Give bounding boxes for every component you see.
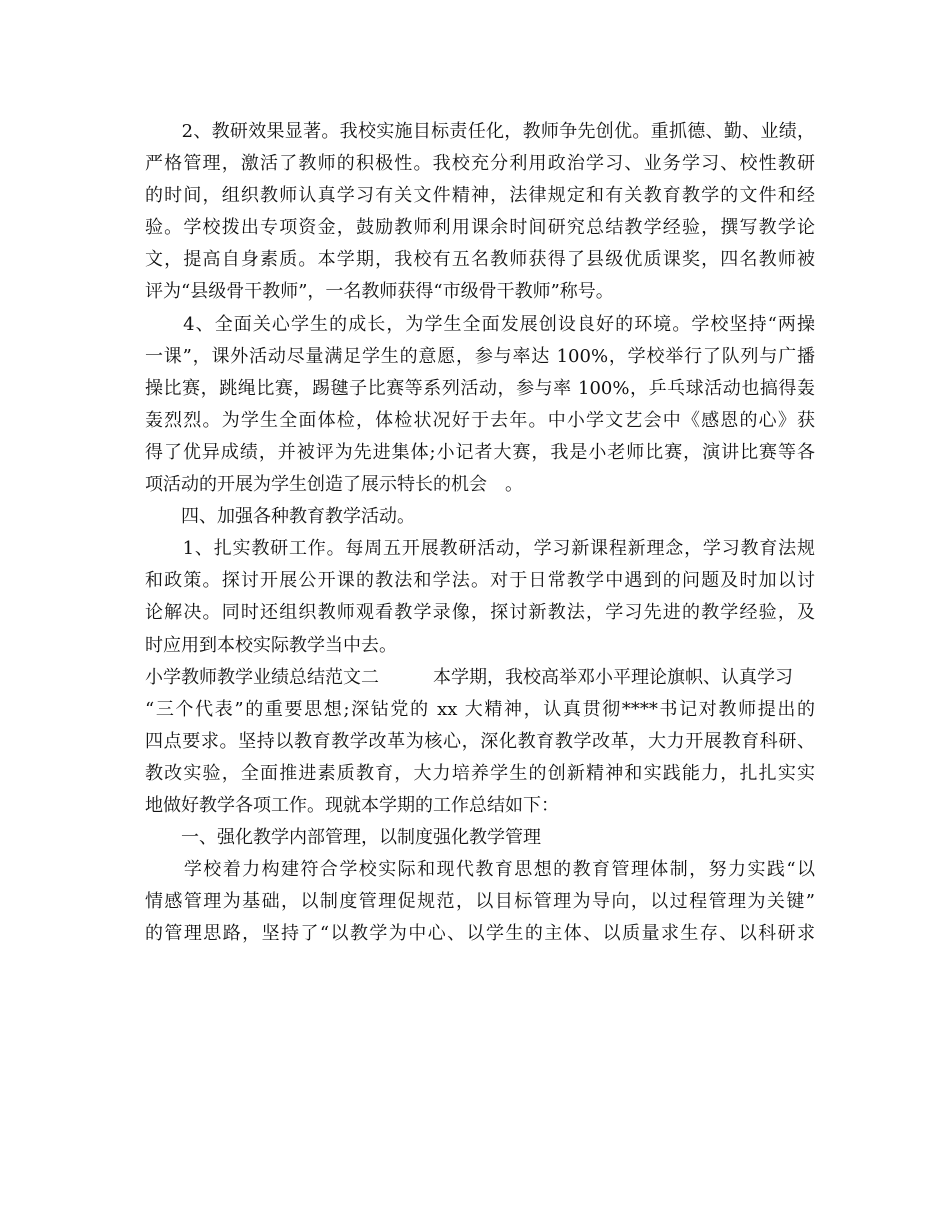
text-line: 地做好教学各项工作。现就本学期的工作总结如下： — [145, 794, 559, 816]
text-line: 评为“县级骨干教师”，一名教师获得“市级骨干教师”称号。 — [145, 281, 614, 303]
text-line: 2、教研效果显著。我校实施目标责任化，教师争先创优。重抓德、勤、业绩， — [145, 121, 815, 142]
text-line: 4、全面关心学生的成长，为学生全面发展创设良好的环境。学校坚持“两操 — [145, 313, 815, 335]
text-line: 时应用到本校实际教学当中去。 — [145, 634, 397, 656]
text-line: 小学教师教学业绩总结范文二 本学期，我校高举邓小平理论旗帜、认真学习 — [145, 666, 793, 688]
text-line: “三个代表”的重要思想;深钻党的 xx 大精神，认真贯彻****书记对教师提出的 — [145, 698, 815, 720]
document-body — [145, 116, 815, 950]
text-line: 操比赛，跳绳比赛，踢毽子比赛等系列活动，参与率 100%，乒乓球活动也搞得轰 — [145, 377, 815, 399]
text-line: 论解决。同时还组织教师观看教学录像，探讨新教法，学习先进的教学经验，及 — [145, 602, 815, 624]
text-line: 教改实验，全面推进素质教育，大力培养学生的创新精神和实践能力，扎扎实实 — [145, 762, 815, 784]
text-line: 情感管理为基础，以制度管理促规范，以目标管理为导向，以过程管理为关键” — [145, 891, 815, 913]
text-line: 一课”，课外活动尽量满足学生的意愿，参与率达 100%，学校举行了队列与广播 — [145, 345, 815, 367]
text-line: 验。学校拨出专项资金，鼓励教师利用课余时间研究总结教学经验，撰写教学论 — [145, 217, 815, 239]
text-line: 四、加强各种教育教学活动。 — [145, 506, 415, 528]
text-line: 项活动的开展为学生创造了展示特长的机会 。 — [145, 474, 523, 496]
text-line: 严格管理，激活了教师的积极性。我校充分利用政治学习、业务学习、校性教研 — [145, 153, 815, 175]
text-line: 学校着力构建符合学校实际和现代教育思想的教育管理体制，努力实践“以 — [145, 859, 815, 881]
text-line: 轰烈烈。为学生全面体检，体检状况好于去年。中小学文艺会中《感恩的心》获 — [145, 409, 815, 431]
text-line: 的时间，组织教师认真学习有关文件精神，法律规定和有关教育教学的文件和经 — [145, 185, 815, 207]
text-line: 一、强化教学内部管理，以制度强化教学管理 — [145, 827, 541, 849]
text-line: 四点要求。坚持以教育教学改革为核心，深化教育教学改革，大力开展教育科研、 — [145, 730, 815, 752]
text-line: 和政策。探讨开展公开课的教法和学法。对于日常教学中遇到的问题及时加以讨 — [145, 570, 815, 592]
text-line: 的管理思路，坚持了“以教学为中心、以学生的主体、以质量求生存、以科研求 — [145, 923, 815, 945]
text-line: 得了优异成绩，并被评为先进集体;小记者大赛，我是小老师比赛，演讲比赛等各 — [145, 441, 815, 463]
text-line: 文，提高自身素质。本学期，我校有五名教师获得了县级优质课奖，四名教师被 — [145, 249, 815, 271]
text-line: 1、扎实教研工作。每周五开展教研活动，学习新课程新理念，学习教育法规 — [145, 538, 815, 560]
